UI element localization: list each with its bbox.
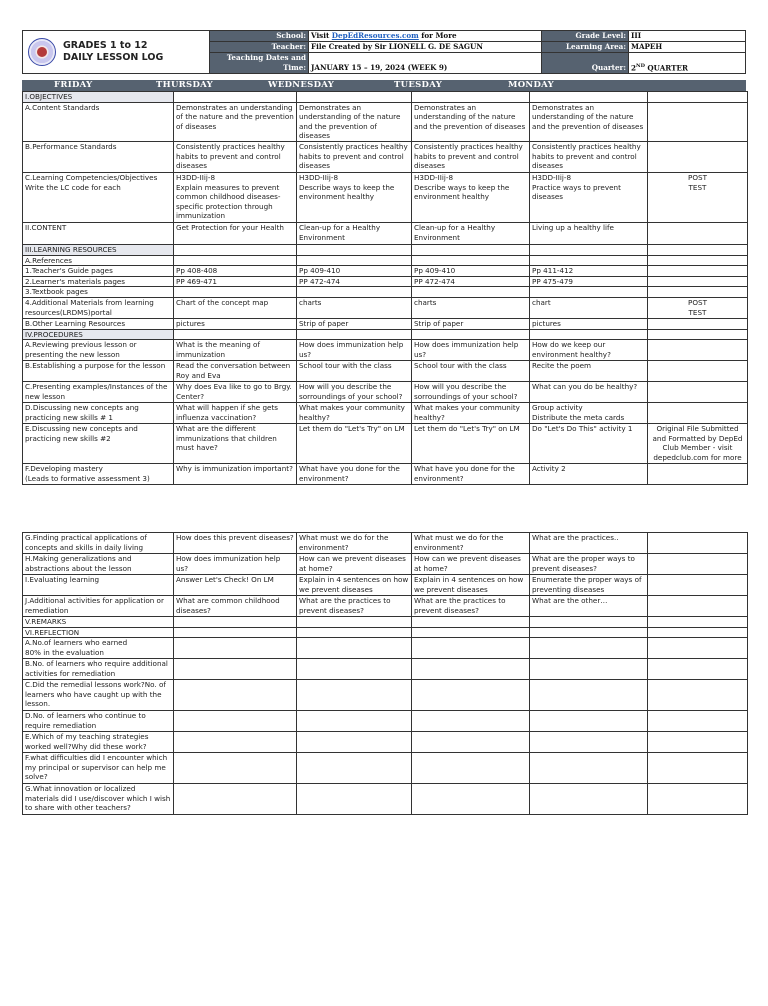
row-label: A.Reviewing previous lesson or presenting the new lesson [23, 340, 174, 361]
cell-col-4: What can you do be healthy? [530, 382, 648, 403]
cell-col-1 [174, 627, 297, 638]
cell-col-5 [648, 638, 748, 659]
top-row [23, 172, 748, 222]
row-label: 1.Teacher's Guide pages [23, 266, 174, 277]
cell-col-3 [412, 244, 530, 255]
cell-col-2 [297, 255, 412, 266]
cell-col-5 [648, 266, 748, 277]
row-label: B.No. of learners who require additional activities for remediation [23, 659, 174, 680]
cell-col-4: Do "Let's Do This" activity 1 [530, 424, 648, 464]
cell-col-2 [297, 617, 412, 628]
cell-col-1 [174, 617, 297, 628]
header-table [22, 30, 746, 74]
cell-col-5: Original File Submitted and Formatted by DepEd Club Member - visit depedclub.com for more [648, 424, 748, 464]
bottom-row [23, 554, 748, 575]
dates-label-2: Time: [210, 63, 309, 74]
quarter-word: QUARTER [644, 63, 688, 72]
cell-col-1 [174, 753, 297, 784]
cell-col-1 [174, 244, 297, 255]
quarter-number: 2 [631, 63, 637, 72]
cell-col-2: What have you done for the environment? [297, 464, 412, 485]
cell-col-1: What will happen if she gets influenza vaccination? [174, 403, 297, 424]
cell-col-4: What are the other… [530, 596, 648, 617]
cell-col-1: Consistently practices healthy habits to prevent and control diseases [174, 141, 297, 172]
bottom-row [23, 533, 748, 554]
cell-col-1 [174, 732, 297, 753]
cell-col-5 [648, 318, 748, 329]
quarter-label: Quarter: [542, 53, 629, 74]
cell-col-1: What is the meaning of immunization [174, 340, 297, 361]
bottom-row [23, 627, 748, 638]
cell-col-5 [648, 596, 748, 617]
bottom-row [23, 659, 748, 680]
top-row [23, 361, 748, 382]
row-label: E.Discussing new concepts and practicing new skills #2 [23, 424, 174, 464]
cell-col-3: What are the practices to prevent diseases? [412, 596, 530, 617]
cell-col-2 [297, 627, 412, 638]
day-thursday: THURSDAY [156, 80, 213, 90]
cell-col-4: Pp 411-412 [530, 266, 648, 277]
cell-col-3: How does immunization help us? [412, 340, 530, 361]
cell-col-4: pictures [530, 318, 648, 329]
cell-col-3: Strip of paper [412, 318, 530, 329]
cell-col-3: What makes your community healthy? [412, 403, 530, 424]
cell-col-4 [530, 287, 648, 298]
cell-col-2: PP 472-474 [297, 276, 412, 287]
cell-col-4: Activity 2 [530, 464, 648, 485]
cell-col-3 [412, 329, 530, 340]
cell-col-5 [648, 464, 748, 485]
bottom-row [23, 575, 748, 596]
bottom-row [23, 784, 748, 815]
cell-col-1: Read the conversation between Roy and Eva [174, 361, 297, 382]
cell-col-2: Clean-up for a Healthy Environment [297, 222, 412, 244]
cell-col-3 [412, 255, 530, 266]
cell-col-5 [648, 554, 748, 575]
cell-col-5 [648, 617, 748, 628]
cell-col-4: chart [530, 297, 648, 318]
cell-col-2: How does immunization help us? [297, 340, 412, 361]
cell-col-2: Consistently practices healthy habits to prevent and control diseases [297, 141, 412, 172]
cell-col-2 [297, 753, 412, 784]
row-label: E.Which of my teaching strategies worked well?Why did these work? [23, 732, 174, 753]
cell-col-2: How will you describe the sorroundings of your school? [297, 382, 412, 403]
cell-col-5 [648, 784, 748, 815]
cell-col-5 [648, 732, 748, 753]
cell-col-4: Consistently practices healthy habits to prevent and control diseases [530, 141, 648, 172]
cell-col-5 [648, 329, 748, 340]
cell-col-3: Demonstrates an understanding of the nature and the prevention of diseases [412, 102, 530, 141]
cell-col-4: Enumerate the proper ways of preventing diseases [530, 575, 648, 596]
cell-col-5 [648, 575, 748, 596]
cell-col-3: Explain in 4 sentences on how we prevent diseases [412, 575, 530, 596]
cell-col-4: H3DD-IIij-8 Practice ways to prevent diseases [530, 172, 648, 222]
cell-col-4 [530, 711, 648, 732]
row-label: D.Discussing new concepts ang practicing new skills # 1 [23, 403, 174, 424]
cell-col-5 [648, 382, 748, 403]
cell-col-2 [297, 329, 412, 340]
row-label: VI.REFLECTION [23, 627, 174, 638]
row-label: III.LEARNING RESOURCES [23, 244, 174, 255]
cell-col-3: H3DD-IIij-8 Describe ways to keep the environment healthy [412, 172, 530, 222]
bottom-row [23, 596, 748, 617]
bottom-row [23, 617, 748, 628]
cell-col-3 [412, 627, 530, 638]
cell-col-2: What are the practices to prevent diseases? [297, 596, 412, 617]
cell-col-2 [297, 659, 412, 680]
cell-col-1: Pp 408-408 [174, 266, 297, 277]
cell-col-2: Explain in 4 sentences on how we prevent diseases [297, 575, 412, 596]
cell-col-5 [648, 287, 748, 298]
top-row [23, 141, 748, 172]
cell-col-2: Let them do "Let's Try" on LM [297, 424, 412, 464]
cell-col-5 [648, 533, 748, 554]
cell-col-4 [530, 784, 648, 815]
cell-col-2 [297, 784, 412, 815]
top-row [23, 255, 748, 266]
row-label: A.No.of learners who earned 80% in the evaluation [23, 638, 174, 659]
row-label: I.OBJECTIVES [23, 92, 174, 103]
cell-col-3 [412, 680, 530, 711]
cell-col-2 [297, 711, 412, 732]
row-label: B.Performance Standards [23, 141, 174, 172]
row-label: D.No. of learners who continue to require remediation [23, 711, 174, 732]
cell-col-3: How can we prevent diseases at home? [412, 554, 530, 575]
cell-col-4 [530, 92, 648, 103]
row-label: F.Developing mastery (Leads to formative assessment 3) [23, 464, 174, 485]
cell-col-2 [297, 244, 412, 255]
cell-col-1: How does this prevent diseases? [174, 533, 297, 554]
title-line-1: GRADES 1 to 12 [63, 40, 148, 51]
cell-col-2 [297, 287, 412, 298]
cell-col-3 [412, 287, 530, 298]
cell-col-1: Why is immunization important? [174, 464, 297, 485]
row-label: 3.Textbook pages [23, 287, 174, 298]
cell-col-2 [297, 638, 412, 659]
row-label: IV.PROCEDURES [23, 329, 174, 340]
row-label: B.Establishing a purpose for the lesson [23, 361, 174, 382]
row-label: F.what difficulties did I encounter which my principal or supervisor can help me solve? [23, 753, 174, 784]
cell-col-3: How will you describe the sorroundings of your school? [412, 382, 530, 403]
day-wednesday: WEDNESDAY [268, 80, 335, 90]
cell-col-3 [412, 753, 530, 784]
grade-level-label: Grade Level: [542, 31, 629, 42]
top-row [23, 222, 748, 244]
cell-col-4: Living up a healthy life [530, 222, 648, 244]
cell-col-4: Group activity Distribute the meta cards [530, 403, 648, 424]
cell-col-5 [648, 680, 748, 711]
cell-col-5 [648, 141, 748, 172]
top-row [23, 318, 748, 329]
cell-col-2: Strip of paper [297, 318, 412, 329]
cell-col-1 [174, 255, 297, 266]
cell-col-3: charts [412, 297, 530, 318]
cell-col-1 [174, 680, 297, 711]
cell-col-1: Get Protection for your Health [174, 222, 297, 244]
cell-col-4: PP 475-479 [530, 276, 648, 287]
row-label: I.Evaluating learning [23, 575, 174, 596]
top-row [23, 424, 748, 464]
cell-col-5 [648, 222, 748, 244]
cell-col-1: What are common childhood diseases? [174, 596, 297, 617]
row-label: A.References [23, 255, 174, 266]
cell-col-3 [412, 732, 530, 753]
row-label: H.Making generalizations and abstractions about the lesson [23, 554, 174, 575]
cell-col-1: pictures [174, 318, 297, 329]
cell-col-3: Pp 409-410 [412, 266, 530, 277]
cell-col-3 [412, 638, 530, 659]
cell-col-2 [297, 92, 412, 103]
cell-col-1: Why does Eva like to go to Brgy. Center? [174, 382, 297, 403]
cell-col-1 [174, 638, 297, 659]
cell-col-1: What are the different immunizations that children must have? [174, 424, 297, 464]
cell-col-4 [530, 753, 648, 784]
grade-level-value: III [629, 31, 746, 42]
row-label: C.Presenting examples/Instances of the new lesson [23, 382, 174, 403]
teacher-label: Teacher: [210, 42, 309, 53]
bottom-row [23, 680, 748, 711]
top-row [23, 382, 748, 403]
row-label: G.Finding practical applications of concepts and skills in daily living [23, 533, 174, 554]
cell-col-5 [648, 276, 748, 287]
cell-col-2 [297, 680, 412, 711]
row-label: A.Content Standards [23, 102, 174, 141]
row-label: II.CONTENT [23, 222, 174, 244]
day-friday: FRIDAY [54, 80, 93, 90]
cell-col-4: Recite the poem [530, 361, 648, 382]
learning-area-label: Learning Area: [542, 42, 629, 53]
day-monday: MONDAY [508, 80, 554, 90]
cell-col-5 [648, 711, 748, 732]
cell-col-3 [412, 711, 530, 732]
cell-col-4 [530, 732, 648, 753]
teacher-value: File Created by Sir LIONELL G. DE SAGUN [309, 42, 542, 53]
top-row [23, 340, 748, 361]
cell-col-3: School tour with the class [412, 361, 530, 382]
cell-col-1: H3DD-IIij-8 Explain measures to prevent common childhood diseases-specific protection through immunization [174, 172, 297, 222]
cell-col-1: How does immunization help us? [174, 554, 297, 575]
deped-seal [23, 31, 62, 74]
row-label: C.Did the remedial lessons work?No. of learners who have caught up with the lesson. [23, 680, 174, 711]
cell-col-4 [530, 659, 648, 680]
cell-col-1 [174, 711, 297, 732]
top-row [23, 102, 748, 141]
quarter-value [629, 53, 746, 74]
top-row [23, 276, 748, 287]
cell-col-3: What must we do for the environment? [412, 533, 530, 554]
cell-col-4: Demonstrates an understanding of the nature and the prevention of diseases [530, 102, 648, 141]
cell-col-1: Chart of the concept map [174, 297, 297, 318]
cell-col-3: PP 472-474 [412, 276, 530, 287]
cell-col-1 [174, 329, 297, 340]
top-row [23, 287, 748, 298]
cell-col-5 [648, 361, 748, 382]
cell-col-2: Demonstrates an understanding of the nature and the prevention of diseases [297, 102, 412, 141]
cell-col-5 [648, 627, 748, 638]
cell-col-1 [174, 659, 297, 680]
cell-col-1 [174, 784, 297, 815]
top-row [23, 464, 748, 485]
top-row [23, 266, 748, 277]
cell-col-3 [412, 92, 530, 103]
cell-col-1: PP 469-471 [174, 276, 297, 287]
cell-col-4 [530, 255, 648, 266]
cell-col-4 [530, 617, 648, 628]
cell-col-4 [530, 329, 648, 340]
bottom-row [23, 753, 748, 784]
bottom-row [23, 732, 748, 753]
lesson-log-table-bottom [22, 532, 748, 815]
cell-col-3: Clean-up for a Healthy Environment [412, 222, 530, 244]
cell-col-3 [412, 659, 530, 680]
row-label: B.Other Learning Resources [23, 318, 174, 329]
cell-col-3: Let them do "Let's Try" on LM [412, 424, 530, 464]
school-prefix: Visit [311, 31, 332, 40]
cell-col-2: School tour with the class [297, 361, 412, 382]
top-row [23, 244, 748, 255]
cell-col-2 [297, 732, 412, 753]
cell-col-1 [174, 92, 297, 103]
cell-col-5 [648, 102, 748, 141]
cell-col-1: Demonstrates an understanding of the nature and the prevention of diseases [174, 102, 297, 141]
quarter-suffix: ND [636, 62, 645, 69]
row-label: J.Additional activities for application or remediation [23, 596, 174, 617]
cell-col-3: Consistently practices healthy habits to prevent and control diseases [412, 141, 530, 172]
cell-col-2: What makes your community healthy? [297, 403, 412, 424]
cell-col-3 [412, 617, 530, 628]
row-label: G.What innovation or localized materials did I use/discover which I wish to share with other teachers? [23, 784, 174, 815]
deped-seal-icon [28, 38, 56, 66]
cell-col-4 [530, 638, 648, 659]
cell-col-2: Pp 409-410 [297, 266, 412, 277]
cell-col-4 [530, 244, 648, 255]
cell-col-5: POST TEST [648, 172, 748, 222]
cell-col-4: What are the proper ways to prevent diseases? [530, 554, 648, 575]
day-tuesday: TUESDAY [394, 80, 443, 90]
cell-col-1 [174, 287, 297, 298]
top-row [23, 297, 748, 318]
cell-col-4: What are the practices.. [530, 533, 648, 554]
top-row [23, 92, 748, 103]
cell-col-4 [530, 627, 648, 638]
cell-col-5 [648, 244, 748, 255]
dates-label-1: Teaching Dates and [210, 53, 309, 64]
cell-col-1: Answer Let's Check! On LM [174, 575, 297, 596]
learning-area-value: MAPEH [629, 42, 746, 53]
bottom-row [23, 711, 748, 732]
cell-col-5 [648, 659, 748, 680]
cell-col-2: How can we prevent diseases at home? [297, 554, 412, 575]
lesson-log-table-top [22, 91, 748, 485]
cell-col-5 [648, 340, 748, 361]
cell-col-4: How do we keep our environment healthy? [530, 340, 648, 361]
title-line-2: DAILY LESSON LOG [63, 52, 164, 63]
dates-value: JANUARY 15 – 19, 2024 (WEEK 9) [309, 53, 542, 74]
cell-col-5: POST TEST [648, 297, 748, 318]
row-label: C.Learning Competencies/Objectives Write the LC code for each [23, 172, 174, 222]
cell-col-2: charts [297, 297, 412, 318]
school-label: School: [210, 31, 309, 42]
row-label: 4.Additional Materials from learning resources(LRDMS)portal [23, 297, 174, 318]
cell-col-3: What have you done for the environment? [412, 464, 530, 485]
cell-col-5 [648, 255, 748, 266]
cell-col-4 [530, 680, 648, 711]
bottom-row [23, 638, 748, 659]
cell-col-5 [648, 403, 748, 424]
day-header-bar [22, 80, 746, 91]
cell-col-2: H3DD-IIij-8 Describe ways to keep the environment healthy [297, 172, 412, 222]
depedresources-link[interactable]: DepEdResources.com [331, 31, 419, 40]
cell-col-2: What must we do for the environment? [297, 533, 412, 554]
cell-col-3 [412, 784, 530, 815]
top-row [23, 329, 748, 340]
cell-col-5 [648, 753, 748, 784]
cell-col-5 [648, 92, 748, 103]
top-row [23, 403, 748, 424]
row-label: V.REMARKS [23, 617, 174, 628]
school-value [309, 31, 542, 42]
document-title [61, 31, 210, 74]
row-label: 2.Learner's materials pages [23, 276, 174, 287]
school-suffix: for More [418, 31, 457, 40]
